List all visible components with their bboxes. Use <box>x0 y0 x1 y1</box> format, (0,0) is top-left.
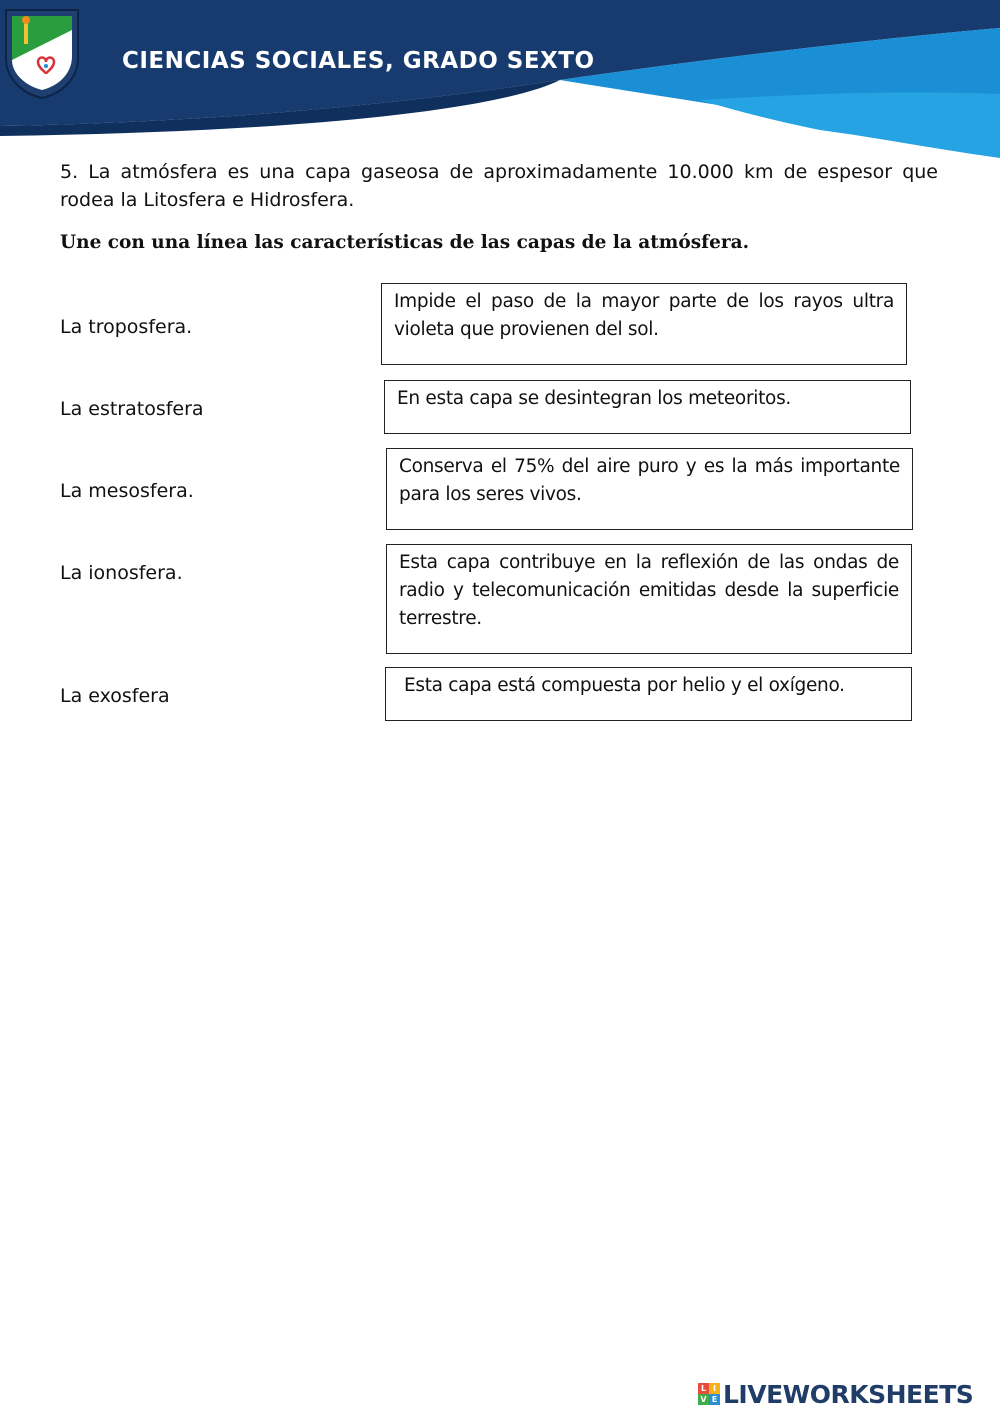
logo-letter-v: V <box>698 1394 709 1405</box>
instruction-text: Une con una línea las características de las capas de la atmósfera. <box>60 232 750 253</box>
header-banner <box>0 0 1000 160</box>
liveworksheets-logo-icon <box>698 1383 720 1405</box>
liveworksheets-brand <box>698 1378 973 1410</box>
description-box-ondas-radio[interactable]: Esta capa contribuye en la reflexión de las ondas de radio y telecomunicación emitidas desde la superficie terrestre. <box>386 544 912 654</box>
layer-troposfera[interactable]: La troposfera. <box>60 316 193 338</box>
logo-letter-e: E <box>709 1394 720 1405</box>
intro-paragraph: 5. La atmósfera es una capa gaseosa de aproximadamente 10.000 km de espesor que rodea la Litosfera e Hidrosfera. <box>60 161 938 211</box>
layer-exosfera[interactable]: La exosfera <box>60 685 170 707</box>
logo-letter-i: I <box>709 1383 720 1394</box>
logo-letter-l: L <box>698 1383 709 1394</box>
description-box-meteoritos[interactable]: En esta capa se desintegran los meteoritos. <box>384 380 911 434</box>
liveworksheets-wordmark: LIVEWORKSHEETS <box>723 1379 974 1409</box>
page-header <box>0 0 1000 160</box>
school-crest-icon <box>0 0 84 100</box>
layer-mesosfera[interactable]: La mesosfera. <box>60 480 194 502</box>
layer-estratosfera[interactable]: La estratosfera <box>60 398 204 420</box>
description-box-aire-puro[interactable]: Conserva el 75% del aire puro y es la más importante para los seres vivos. <box>386 448 913 530</box>
layer-ionosfera[interactable]: La ionosfera. <box>60 562 183 584</box>
description-box-helio[interactable]: Esta capa está compuesta por helio y el oxígeno. <box>385 667 912 721</box>
description-box-uv[interactable]: Impide el paso de la mayor parte de los rayos ultra violeta que provienen del sol. <box>381 283 907 365</box>
header-title: CIENCIAS SOCIALES, GRADO SEXTO <box>122 48 595 74</box>
